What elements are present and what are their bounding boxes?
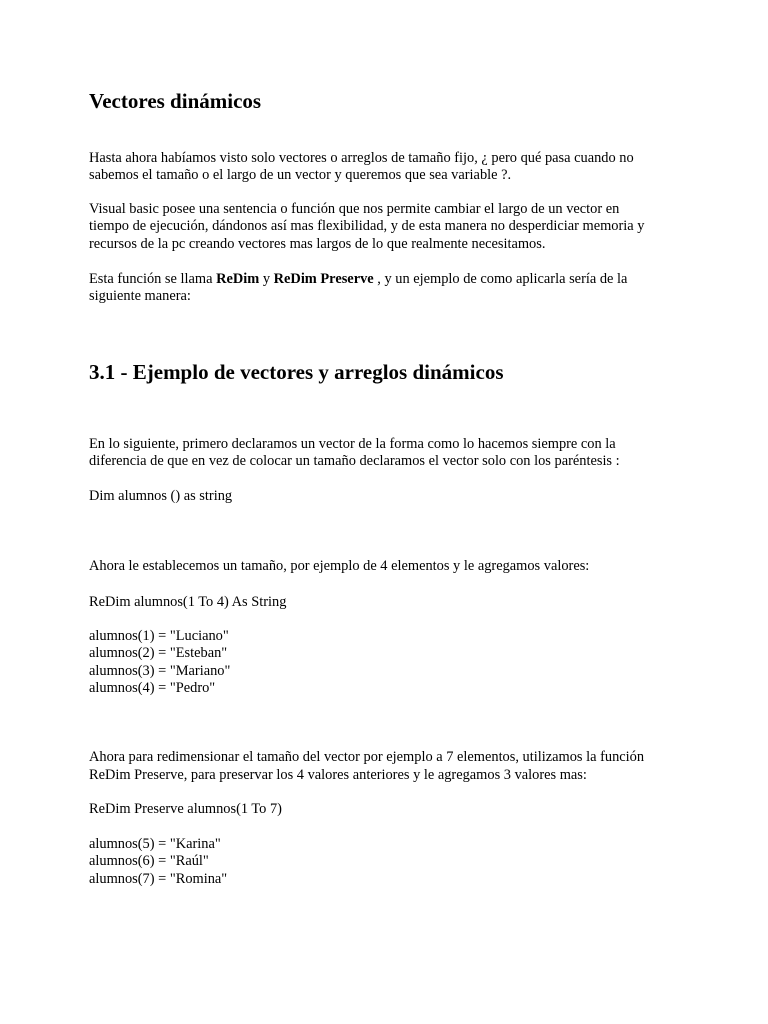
vb-line-2: tiempo de ejecución, dándonos así mas flexibilidad, y de esta manera no desperdiciar memoria y (89, 218, 645, 234)
code-assign-line: alumnos(5) = "Karina" (89, 836, 221, 852)
code-assign-line: alumnos(6) = "Raúl" (89, 853, 209, 869)
function-line-2: siguiente manera: (89, 288, 191, 304)
vb-line-1: Visual basic posee una sentencia o función que nos permite cambiar el largo de un vector en (89, 201, 620, 217)
code-redim: ReDim alumnos(1 To 4) As String (89, 594, 287, 610)
page-title: Vectores dinámicos (89, 89, 262, 113)
code-assign-line: alumnos(2) = "Esteban" (89, 645, 228, 661)
redim-keyword: ReDim (216, 271, 260, 287)
intro-line-2: sabemos el tamaño o el largo de un vector y queremos que sea variable ?. (89, 167, 512, 183)
redim-preserve-keyword: ReDim Preserve (273, 271, 374, 287)
section-title: 3.1 - Ejemplo de vectores y arreglos dinámicos (89, 360, 504, 384)
code-assign-line: alumnos(1) = "Luciano" (89, 628, 229, 644)
declare-line-2: diferencia de que en vez de colocar un tamaño declaramos el vector solo con los paréntesis : (89, 453, 620, 469)
size-text: Ahora le establecemos un tamaño, por ejemplo de 4 elementos y le agregamos valores: (89, 558, 590, 574)
function-pre: Esta función se llama (89, 271, 217, 287)
vb-line-3: recursos de la pc creando vectores mas largos de lo que realmente necesitamos. (89, 236, 546, 252)
code-dim: Dim alumnos () as string (89, 488, 233, 504)
intro-line-1: Hasta ahora habíamos visto solo vectores o arreglos de tamaño fijo, ¿ pero qué pasa cuando no (89, 150, 634, 166)
function-line-1 (89, 271, 627, 288)
code-assign-line: alumnos(7) = "Romina" (89, 871, 228, 887)
function-and: y (259, 271, 274, 287)
code-assign-line: alumnos(3) = "Mariano" (89, 663, 231, 679)
resize-line-1: Ahora para redimensionar el tamaño del vector por ejemplo a 7 elementos, utilizamos la función (89, 749, 645, 765)
resize-line-2: ReDim Preserve, para preservar los 4 valores anteriores y le agregamos 3 valores mas: (89, 767, 587, 783)
code-assign-line: alumnos(4) = "Pedro" (89, 680, 216, 696)
code-redim-preserve: ReDim Preserve alumnos(1 To 7) (89, 801, 282, 817)
function-post: , y un ejemplo de como aplicarla sería de la (373, 271, 628, 287)
declare-line-1: En lo siguiente, primero declaramos un vector de la forma como lo hacemos siempre con la (89, 436, 616, 452)
